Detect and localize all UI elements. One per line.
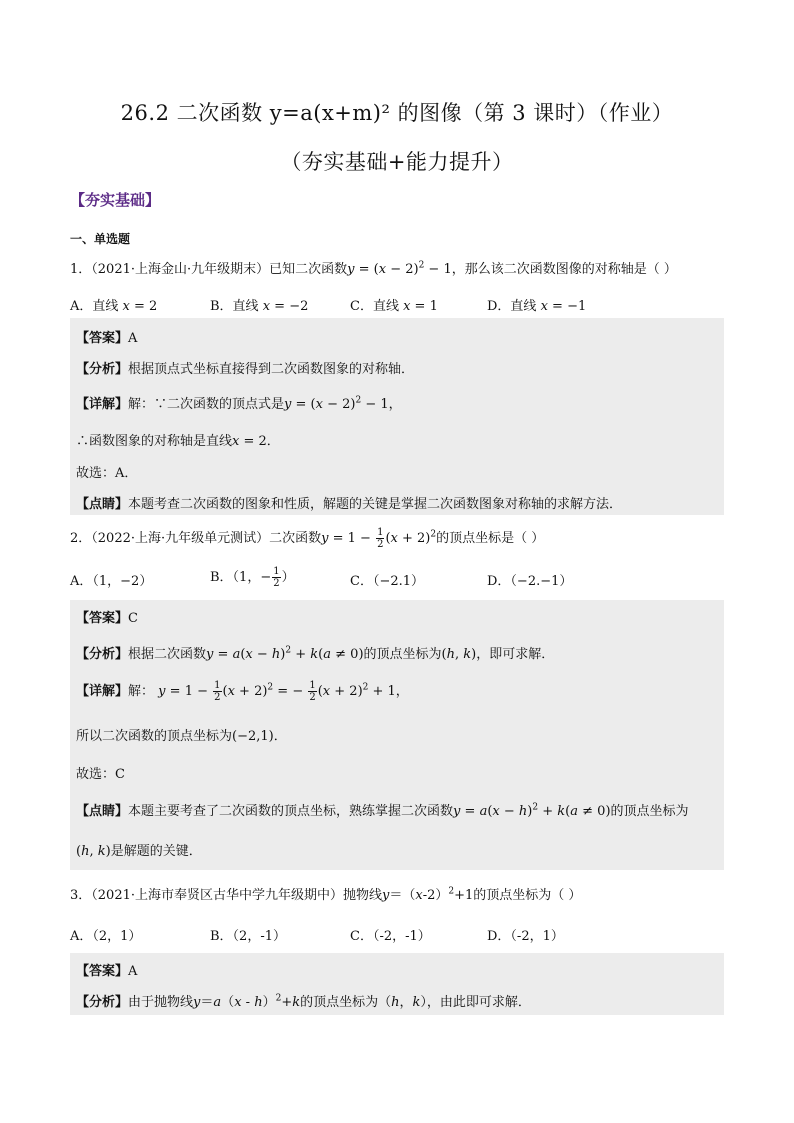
q2-option-b[interactable]: B．（1，− $\frac{1}{2}$ ） xyxy=(210,566,295,589)
q2-choose: 故选：C xyxy=(76,767,125,782)
section-heading: 【夯实基础】 xyxy=(70,191,161,209)
q2-option-c[interactable]: C．（−2.1） xyxy=(350,574,425,589)
q1-option-d[interactable]: D．直线 x = −1 xyxy=(487,299,587,314)
q3-answer: 【答案】A xyxy=(76,964,138,979)
question-3-stem: 3．（2021·上海市奉贤区古华中学九年级期中）抛物线$y=(x-2)^2+1$的顶点坐标为（ ） xyxy=(70,886,582,903)
q1-option-c[interactable]: C．直线 x = 1 xyxy=(350,299,438,314)
question-1-stem: 1．（2021·上海金山·九年级期末）已知二次函数$y = (x - 2)^2 - 1$，那么该二次函数图像的对称轴是（ ） xyxy=(70,260,677,277)
q2-result: 所以二次函数的顶点坐标为(−2,1)． xyxy=(76,729,287,744)
q1-option-b[interactable]: B．直线 x = −2 xyxy=(210,299,309,314)
q1-analysis: 【分析】根据顶点式坐标直接得到二次函数图象的对称轴． xyxy=(76,362,415,377)
q1-answer: 【答案】A xyxy=(76,331,138,346)
q2-comment-end: (h, k)是解题的关键． xyxy=(76,844,202,859)
q2-answer: 【答案】C xyxy=(76,611,138,626)
question-2-stem: 2．（2022·上海·九年级单元测试）二次函数y = 1 − $\frac{1}{2}$ $(x + 2)^2$的顶点坐标是（ ） xyxy=(70,527,545,550)
page-title: 26.2 二次函数 y=a(x+m)² 的图像（第 3 课时）（作业） xyxy=(120,101,674,125)
page-subtitle: （夯实基础+能力提升） xyxy=(280,150,514,174)
q3-option-d[interactable]: D．（-2，1） xyxy=(487,929,564,944)
q2-comment: 【点睛】本题主要考查了二次函数的顶点坐标，熟练掌握二次函数$y = a(x - h)^2 + k(a \ne 0)$的顶点坐标为 xyxy=(76,802,689,819)
subheading: 一、单选题 xyxy=(70,232,131,246)
q1-comment: 【点睛】本题考查二次函数的图象和性质，解题的关键是掌握二次函数图象对称轴的求解方法． xyxy=(76,497,623,512)
q2-analysis: 【分析】根据二次函数$y = a(x - h)^2 + k(a \ne 0)$的顶点坐标为(h, k)，即可求解． xyxy=(76,645,555,662)
q2-option-d[interactable]: D．（−2.−1） xyxy=(487,574,573,589)
q1-detail-axis: ∴函数图象的对称轴是直线x = 2． xyxy=(76,434,280,449)
q1-detail: 【详解】解：∵二次函数的顶点式是$y = (x - 2)^2 - 1$， xyxy=(76,395,402,412)
q3-option-a[interactable]: A．（2，1） xyxy=(70,929,142,944)
q1-solution-box xyxy=(70,318,724,515)
q2-detail: 【详解】解： y = 1 − $\frac{1}{2}$ $(x + 2)^2$ = − $\frac{1}{2}$ $(x + 2)^2 + 1$， xyxy=(76,680,409,703)
q1-choose: 故选：A． xyxy=(76,466,138,481)
q2-option-a[interactable]: A．（1，−2） xyxy=(70,574,153,589)
q3-option-c[interactable]: C．（-2，-1） xyxy=(350,929,431,944)
q1-option-a[interactable]: A．直线 x = 2 xyxy=(70,299,158,314)
q3-option-b[interactable]: B．（2，-1） xyxy=(210,929,286,944)
q3-analysis: 【分析】由于抛物线y＝a（x - h）$^2$+k的顶点坐标为（h，k），由此即可求解． xyxy=(76,993,531,1010)
